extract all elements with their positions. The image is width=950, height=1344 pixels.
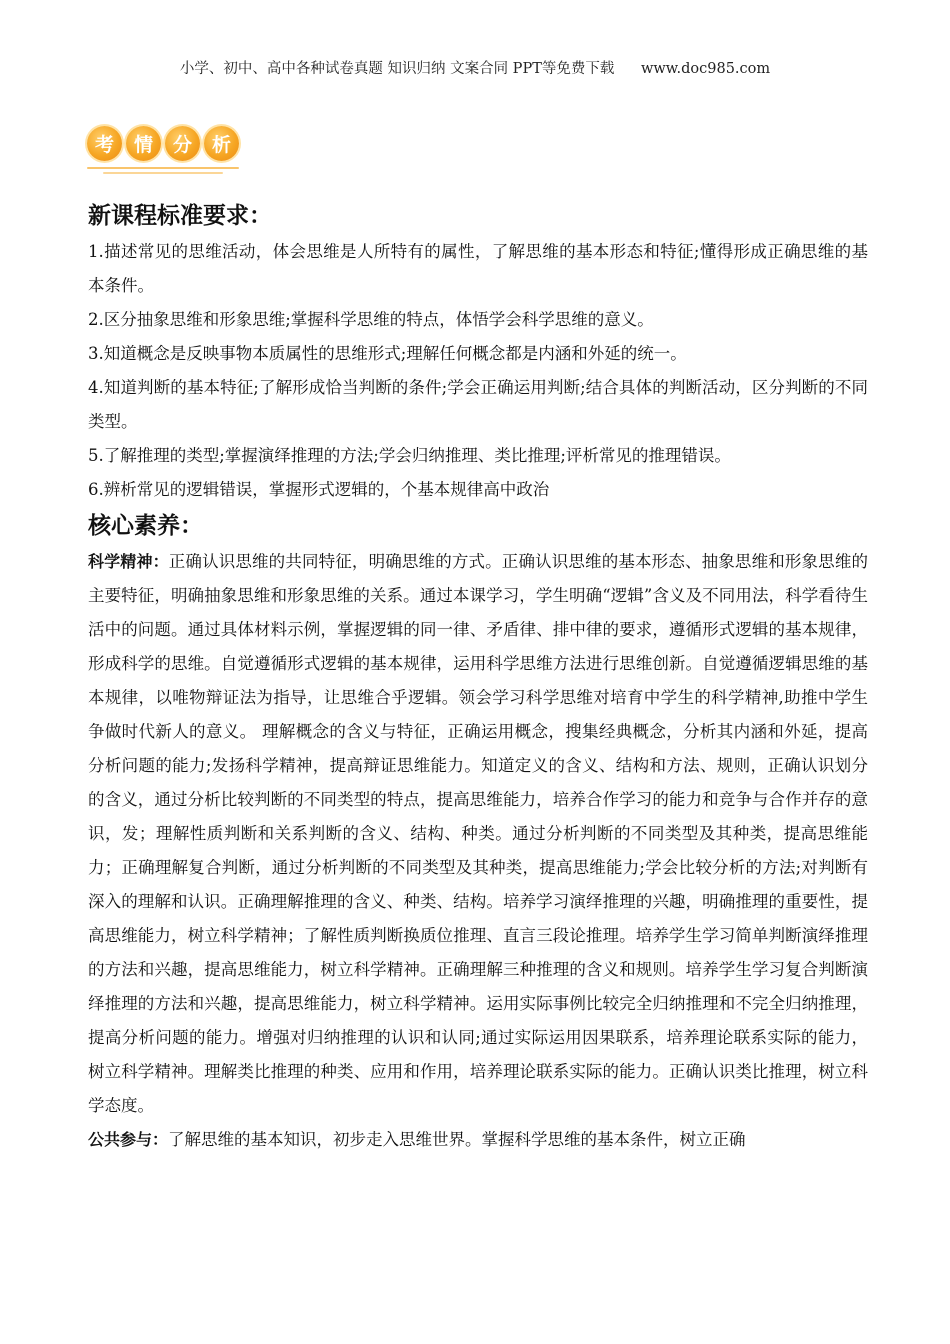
core-literacy — [88, 545, 868, 1157]
core-label: 公共参与： — [88, 1130, 169, 1149]
badge-char-3: 分 — [165, 126, 200, 161]
core-label: 科学精神： — [88, 552, 169, 571]
badge-char-2: 情 — [126, 126, 161, 161]
core-paragraph-public — [88, 1123, 868, 1157]
badge-underline — [87, 167, 239, 174]
badge-char-1: 考 — [87, 126, 122, 161]
badge-char-4: 析 — [204, 126, 239, 161]
standards-list — [88, 235, 868, 507]
section-title-core: 核心素养： — [88, 513, 203, 539]
section-badge — [87, 126, 239, 174]
standards-item: 4.知道判断的基本特征;了解形成恰当判断的条件;学会正确运用判断;结合具体的判断活动，区分判断的不同类型。 — [88, 378, 868, 431]
core-text: 正确认识思维的共同特征，明确思维的方式。正确认识思维的基本形态、抽象思维和形象思维的主要特征，明确抽象思维和形象思维的关系。通过本课学习，学生明确“逻辑”含义及不同用法，科学看待生活中的问题。通过具体材料示例，掌握逻辑的同一律、矛盾律、排中律的要求，遵循形式逻辑的基本规律，形成科学的思维。自觉遵循形式逻辑的基本规律，运用科学思维方法进行思维创新。自觉遵循逻辑思维的基本规律，以唯物辩证法为指导，让思维合乎逻辑。领会学习科学思维对培育中学生的科学精神,助推中学生争做时代新人的意义。 理解概念的含义与特征，正确运用概念，搜集经典概念，分析其内涵和外延，提高分析问题的能力;发扬科学精神，提高辩证思维能力。知道定义的含义、结构和方法、规则，正确认识划分的含义，通过分析比较判断的不同类型的特点，提高思维能力，培养合作学习的能力和竞争与合作并存的意识，发；理解性质判断和关系判断的含义、结构、种类。通过分析判断的不同类型及其种类，提高思维能力；正确理解复合判断，通过分析判断的不同类型及其种类，提高思维能力;学会比较分析的方法;对判断有深入的理解和认识。正确理解推理的含义、种类、结构。培养学习演绎推理的兴趣，明确推理的重要性，提高思维能力，树立科学精神；了解性质判断换质位推理、直言三段论推理。培养学生学习简单判断演绎推理的方法和兴趣，提高思维能力，树立科学精神。正确理解三种推理的含义和规则。培养学生学习复合判断演绎推理的方法和兴趣，提高思维能力，树立科学精神。运用实际事例比较完全归纳推理和不完全归纳推理，提高分析问题的能力。增强对归纳推理的认识和认同;通过实际运用因果联系，培养理论联系实际的能力，树立科学精神。理解类比推理的种类、应用和作用，培养理论联系实际的能力。正确认识类比推理，树立科学态度。 — [88, 552, 868, 1115]
standards-item: 1.描述常见的思维活动，体会思维是人所特有的属性，了解思维的基本形态和特征;懂得形成正确思维的基本条件。 — [88, 242, 868, 295]
header-url[interactable]: www.doc985.com — [640, 61, 771, 77]
standards-item: 6.辨析常见的逻辑错误，掌握形式逻辑的，个基本规律高中政治 — [88, 480, 550, 499]
page-header — [0, 57, 950, 78]
standards-item: 5.了解推理的类型;掌握演绎推理的方法;学会归纳推理、类比推理;评析常见的推理错误。 — [88, 446, 731, 465]
core-paragraph-science — [88, 545, 868, 1123]
section-title-standards: 新课程标准要求： — [88, 203, 272, 229]
header-text: 小学、初中、高中各种试卷真题 知识归纳 文案合同 PPT等免费下载 — [179, 61, 615, 77]
standards-item: 3.知道概念是反映事物本质属性的思维形式;理解任何概念都是内涵和外延的统一。 — [88, 344, 687, 363]
main-content — [88, 197, 868, 1157]
standards-item: 2.区分抽象思维和形象思维;掌握科学思维的特点，体悟学会科学思维的意义。 — [88, 310, 654, 329]
core-text: 了解思维的基本知识，初步走入思维世界。掌握科学思维的基本条件，树立正确 — [168, 1130, 746, 1149]
